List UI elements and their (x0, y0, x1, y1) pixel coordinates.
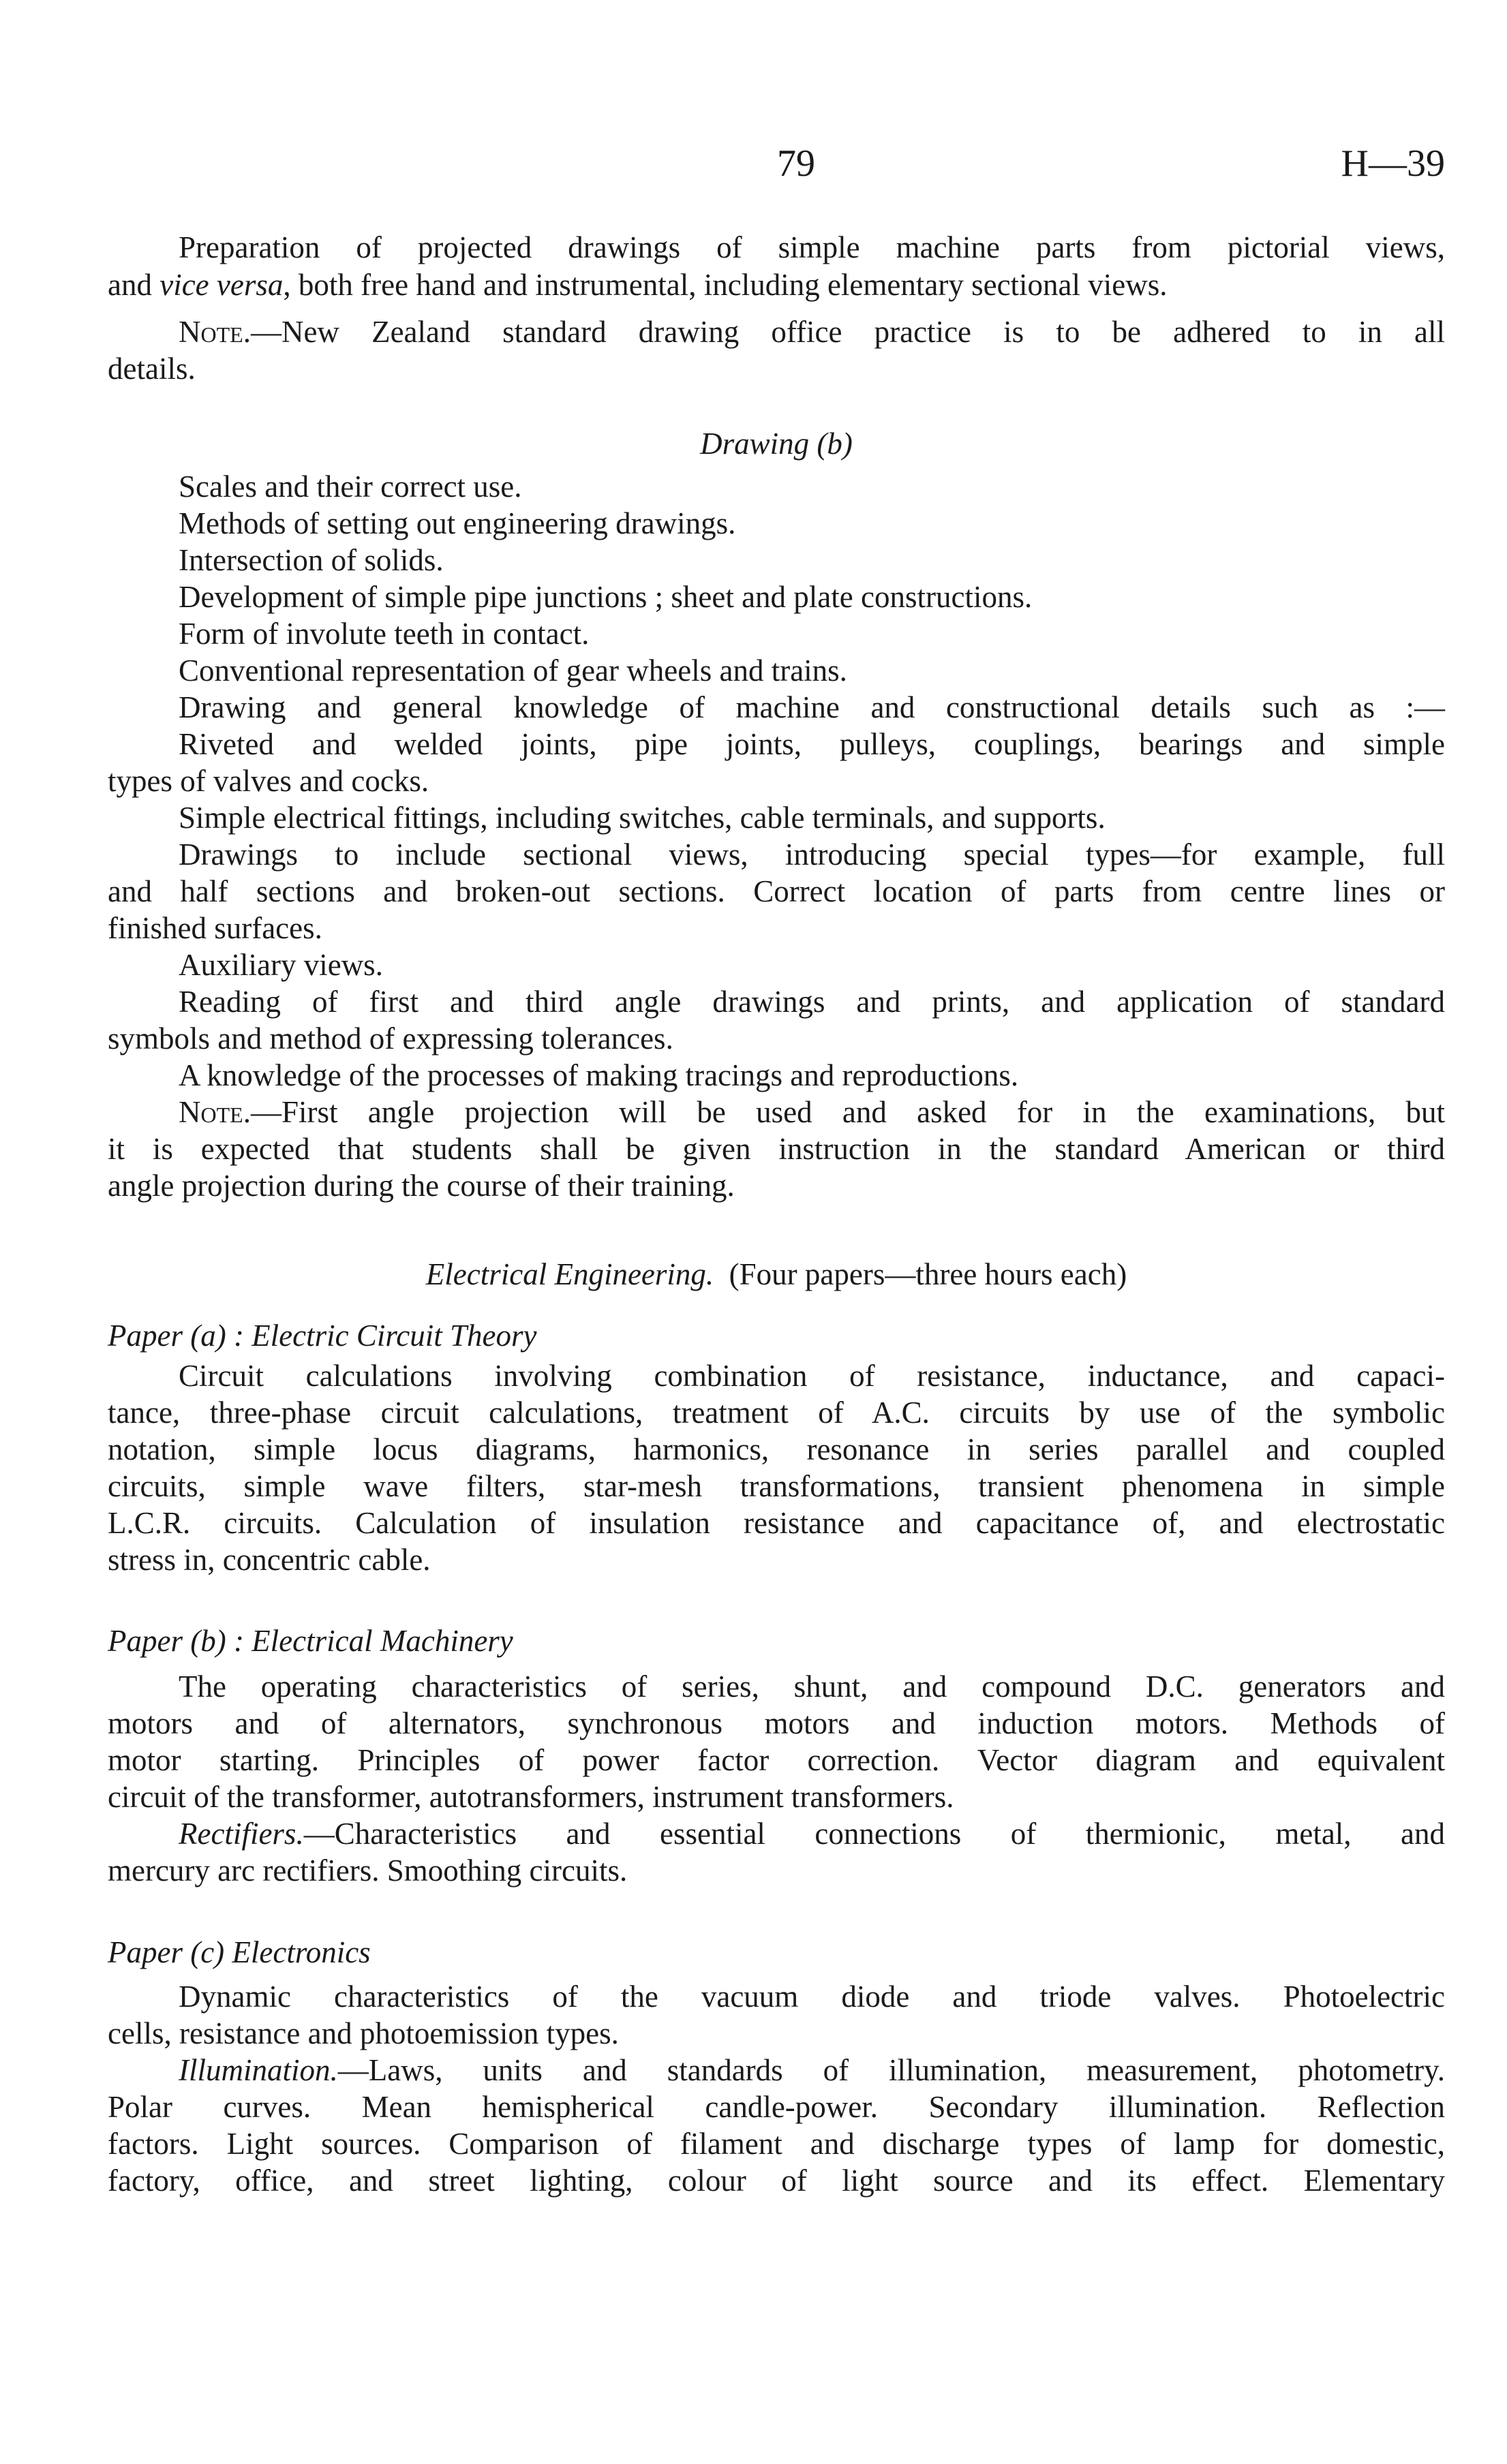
body-line: tance, three-phase circuit calculations, treatment of A.C. circuits by use of the symbolic (108, 1396, 1445, 1430)
topic-label: Illumination. (179, 2053, 338, 2087)
body-line: Polar curves. Mean hemispherical candle-power. Secondary illumination. Reflection (108, 2090, 1445, 2124)
note-line (108, 313, 1445, 350)
body-line: circuits, simple wave filters, star-mesh transformations, transient phenomena in simple (108, 1469, 1445, 1503)
note-line: angle projection during the course of their training. (108, 1169, 735, 1203)
section-title: Electrical Engineering. (425, 1257, 714, 1291)
note-label: Note (179, 1095, 243, 1129)
body-line: L.C.R. circuits. Calculation of insulation resistance and capacitance of, and electrostatic (108, 1506, 1445, 1540)
body-line: motors and of alternators, synchronous motors and induction motors. Methods of (108, 1706, 1445, 1740)
note-text: .—New Zealand standard drawing office practice is to be adhered to in all (243, 315, 1445, 349)
body-line (108, 2052, 1445, 2089)
list-line: Auxiliary views. (179, 948, 383, 982)
list-line: finished surfaces. (108, 911, 322, 945)
body-line: details. (108, 352, 196, 386)
list-line: Simple electrical fittings, including switches, cable terminals, and supports. (179, 801, 1106, 835)
body-line: factory, office, and street lighting, colour of light source and its effect. Elementary (108, 2163, 1445, 2198)
body-line: stress in, concentric cable. (108, 1543, 431, 1577)
body-line: circuit of the transformer, autotransformers, instrument transformers. (108, 1780, 954, 1814)
list-line: Drawing and general knowledge of machine and constructional details such as :— (179, 690, 1445, 724)
note-line: it is expected that students shall be given instruction in the standard American or third (108, 1132, 1445, 1166)
topic-text: —Laws, units and standards of illumination, measurement, photometry. (337, 2053, 1445, 2087)
list-line: Intersection of solids. (179, 543, 444, 577)
list-line: and half sections and broken-out sections. Correct location of parts from centre lines or (108, 874, 1445, 908)
paper-heading: Paper (a) : Electric Circuit Theory (108, 1319, 537, 1353)
emphasis-text: vice versa (159, 268, 284, 302)
list-line: Conventional representation of gear wheels and trains. (179, 653, 847, 688)
topic-label: Rectifiers. (179, 1817, 304, 1851)
body-line: mercury arc rectifiers. Smoothing circuits. (108, 1853, 628, 1888)
list-line: Reading of first and third angle drawings and prints, and application of standard (179, 985, 1445, 1019)
paper-heading: Paper (b) : Electrical Machinery (108, 1624, 513, 1658)
note-line (108, 1094, 1445, 1130)
body-text: and (108, 268, 160, 302)
list-line: Drawings to include sectional views, introducing special types—for example, full (179, 837, 1445, 872)
body-line (108, 1815, 1445, 1852)
list-line: Development of simple pipe junctions ; sheet and plate constructions. (179, 580, 1033, 614)
list-line: Methods of setting out engineering drawings. (179, 506, 736, 540)
body-line: Dynamic characteristics of the vacuum diode and triode valves. Photoelectric (179, 1980, 1445, 2014)
body-text: , both free hand and instrumental, including elementary sectional views. (283, 268, 1168, 302)
list-line: A knowledge of the processes of making tracings and reproductions. (179, 1058, 1019, 1092)
page-number: 79 (777, 142, 815, 185)
body-line: The operating characteristics of series, shunt, and compound D.C. generators and (179, 1669, 1445, 1704)
section-heading: Drawing (b) (700, 427, 853, 461)
note-label: Note (179, 315, 243, 349)
list-line: Scales and their correct use. (179, 469, 522, 504)
topic-text: —Characteristics and essential connections of thermionic, metal, and (303, 1817, 1445, 1851)
list-line: types of valves and cocks. (108, 764, 429, 798)
section-heading (108, 1256, 1445, 1293)
body-line (108, 266, 1445, 303)
paper-heading: Paper (c) Electronics (108, 1935, 371, 1969)
page-header (108, 142, 1445, 189)
note-text: .—First angle projection will be used and asked for in the examinations, but (243, 1095, 1445, 1129)
list-line: Form of involute teeth in contact. (179, 617, 590, 651)
list-line: symbols and method of expressing tolerances. (108, 1021, 673, 1056)
list-line: Riveted and welded joints, pipe joints, pulleys, couplings, bearings and simple (179, 727, 1445, 761)
document-reference: H—39 (1341, 142, 1445, 185)
body-line: Preparation of projected drawings of simple machine parts from pictorial views, (179, 230, 1445, 264)
body-line: factors. Light sources. Comparison of filament and discharge types of lamp for domestic, (108, 2127, 1445, 2161)
body-line: Circuit calculations involving combination of resistance, inductance, and capaci- (179, 1359, 1445, 1393)
body-line: cells, resistance and photoemission types. (108, 2016, 619, 2050)
section-subtitle: (Four papers—three hours each) (729, 1257, 1127, 1291)
body-line: motor starting. Principles of power factor correction. Vector diagram and equivalent (108, 1743, 1445, 1777)
body-line: notation, simple locus diagrams, harmonics, resonance in series parallel and coupled (108, 1432, 1445, 1466)
